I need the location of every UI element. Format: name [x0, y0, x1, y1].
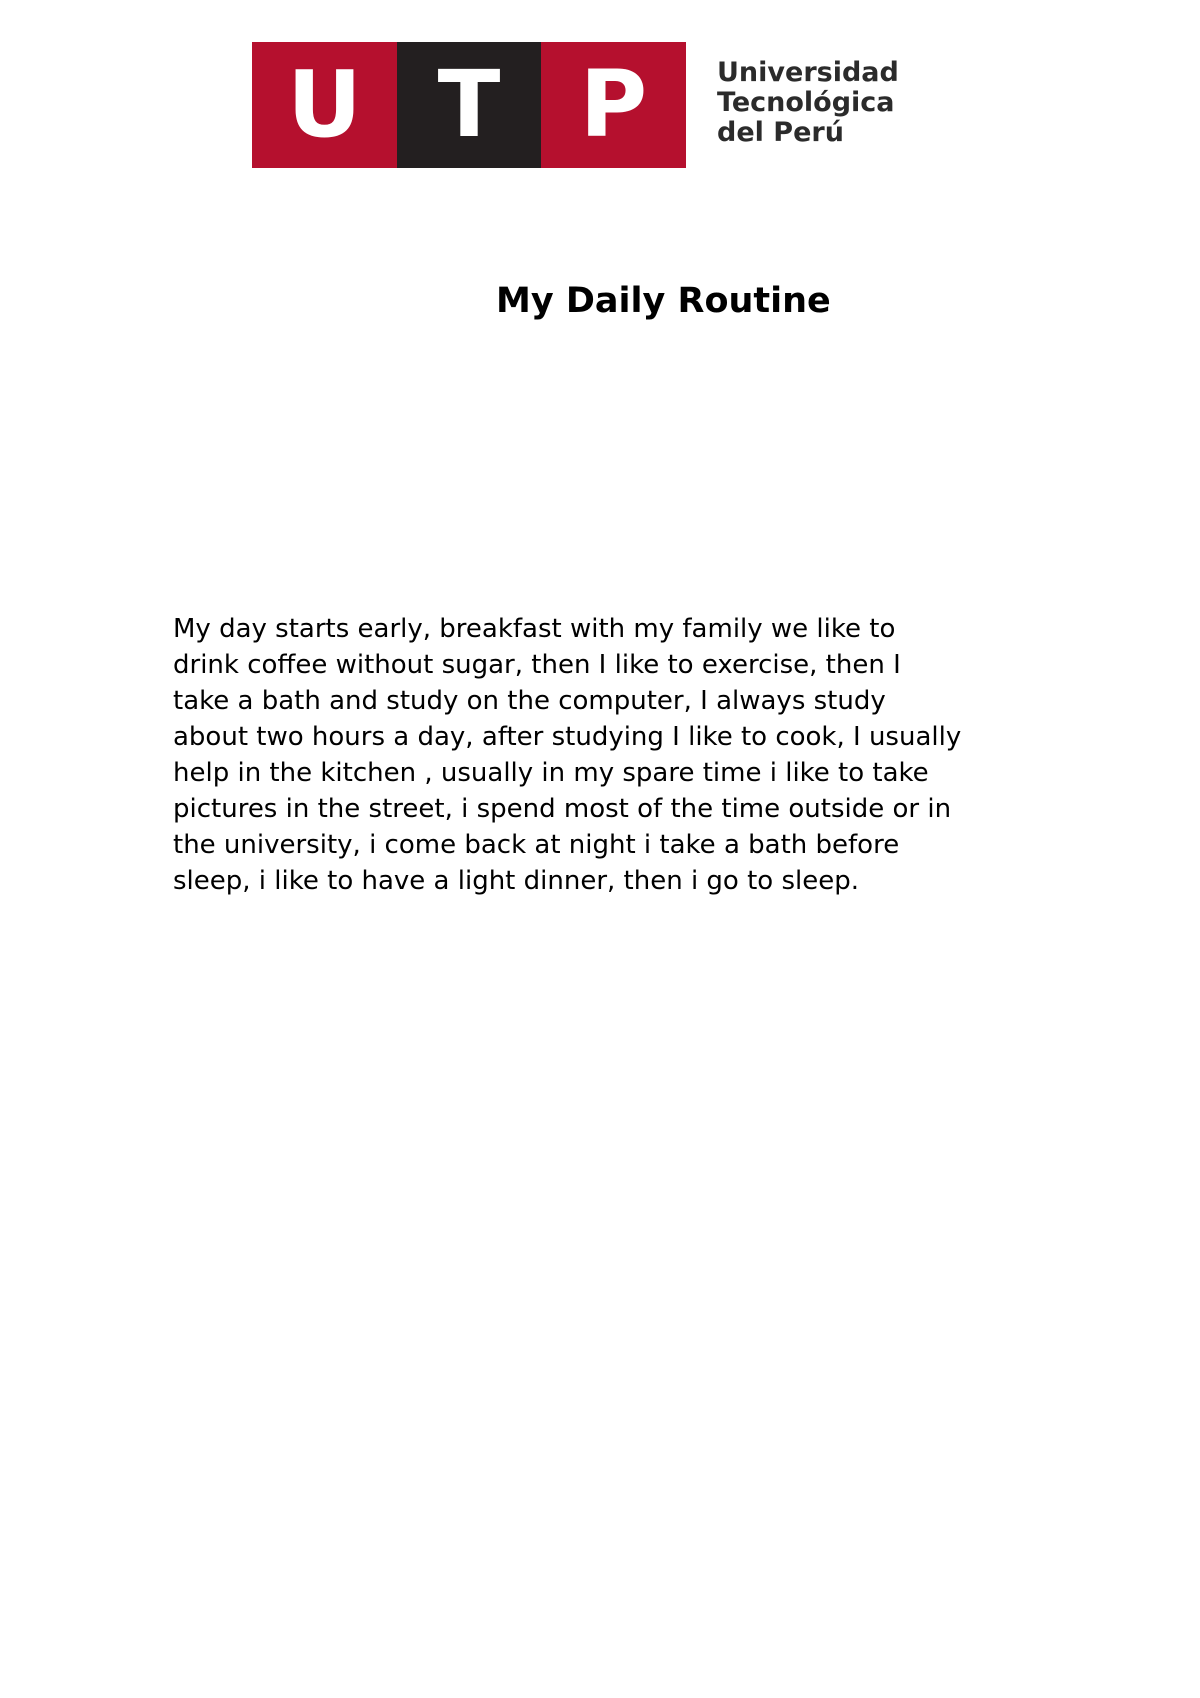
- paragraph-line: help in the kitchen , usually in my spare time i like to take: [173, 758, 929, 788]
- paragraph-line: sleep, i like to have a light dinner, then i go to sleep.: [173, 866, 860, 896]
- document-title: My Daily Routine: [496, 281, 831, 321]
- logo-name-line: Tecnológica: [717, 87, 895, 118]
- paragraph-line: pictures in the street, i spend most of the time outside or in: [173, 794, 952, 824]
- logo-blocks: [252, 42, 686, 168]
- logo-letter-u: U: [252, 42, 397, 168]
- logo-letter-t: T: [397, 42, 541, 168]
- logo-name-line: del Perú: [717, 117, 844, 148]
- logo-institution-name: [717, 58, 899, 148]
- logo-name-line: Universidad: [717, 57, 899, 88]
- utp-logo: [252, 42, 932, 168]
- logo-letter-p: P: [541, 42, 686, 168]
- paragraph-line: take a bath and study on the computer, I always study: [173, 686, 886, 716]
- paragraph-line: drink coffee without sugar, then I like to exercise, then I: [173, 650, 901, 680]
- paragraph-line: My day starts early, breakfast with my family we like to: [173, 614, 896, 644]
- paragraph-line: about two hours a day, after studying I like to cook, I usually: [173, 722, 962, 752]
- document-paragraph: [173, 611, 1053, 899]
- paragraph-line: the university, i come back at night i take a bath before: [173, 830, 900, 860]
